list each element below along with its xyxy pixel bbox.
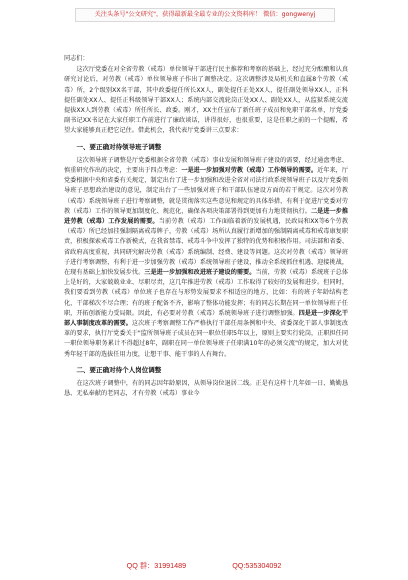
salutation: 同志们： — [64, 55, 89, 62]
body-emphasis: 一是进一步加强对劳教（戒毒）工作领导的需要。 — [181, 167, 318, 175]
section-heading-1: 一、要正确对待领导班子调整 — [76, 142, 162, 151]
body-emphasis: 四是进一步深化干部人事制度改革的需要。 — [64, 309, 348, 328]
section-2-paragraph: 在这次班子调整中，有的同志因年龄原因，从领导岗位退居二线。正是有这样十几年如一日、勤勤恳恳、无私奉献的老同志，才有劳教（戒毒）事业今 — [64, 380, 348, 398]
footer — [0, 561, 408, 571]
intro-text: 这次厅党委在对全省劳教（戒毒）单位领导干部进行民主推荐和考察的基础上，经过充分酝酿和认真研究讨论后，对劳教（戒毒）单位领导班子作出了调整决定。这次调整涉及局机关和直属8个劳教（戒毒）所，2个级别XX名干部，其中政委提任所长XX人，副处提任正处XX人，提任副处领导XX人，正科提任副处XX人、提任正科级领导干部XX人；系统内部交流轮岗正处XX人、副处XX人，从监狱系统交流提拔XX人到劳教（戒毒）所任所长、政委。刚才，XX主任宣布了新任班子成员和免职干部名单，厅党委副书记XX书记在大家任职工作前进行了廉政谈话，讲得很好，也很重要，这是任职之前的一个提醒，希望大家能够真正把它记住。借此机会，我代表厅党委讲三点要求： — [64, 66, 348, 135]
document-body — [64, 54, 348, 400]
top-banner: 关注头条号"公文研究"，获得最新最全最专业的公文资料库！ 微信：gongwenyj — [75, 8, 335, 22]
body-text: 这次班子考察调整工作严格执行干部任用条例和中央、省委深化干部人事制度改革的要求，执行厅党委关于"监所领导班子成员在同一职位任职5年以上，原则上要实行轮岗，正职担任同一职位领导职务累计不得超过8年，副职在同一单位领导班子任职满10年的必须交流"的规定，加大对优秀年轻干部的选拔任用力度，让想干事、能干事的人有舞台。 — [64, 320, 349, 358]
section-heading-2: 二、要正确对待个人岗位调整 — [76, 365, 162, 374]
intro-paragraph — [64, 65, 348, 136]
body-emphasis: 三是进一步加强和改进班子建设的需要。 — [144, 269, 256, 277]
body-text: 当前劳教（戒毒）工作面临着新的发展机遇，民政局和XX等6个劳教（戒毒）所已经加挂强制隔离戒毒牌子，劳教（戒毒）场所认真履行新增加的强制隔离戒毒和戒毒康复职责，积极探索戒毒工作新模式，在我省禁毒、戒毒斗争中发挥了独特的优势和积极作用。司法部和省委、省政府高度重视，共同研究解决劳教（戒毒）系统编制、经费、建设等问题。这次对劳教（戒毒）领导班子进行考察调整，有利于进一步加强劳教（戒毒）系统领导班子建设，推动全系统抓住机遇、迎接挑战，在现有基础上加快发展步伐。 — [64, 218, 348, 277]
footer-qq-number: QQ:535304092 — [232, 561, 282, 570]
footer-qq-group: QQ 群：31991489 — [126, 561, 187, 570]
body-emphasis: 二是进一步推进劳教（戒毒）工作发展的需要。 — [64, 207, 348, 226]
body-text: 当前，劳教（戒毒）系统班子总体上是好的，大家兢兢业业、尽职尽责，这几年推进劳教（戒毒）工作取得了较好的发展和进步。但同时，我们要看到劳教（戒毒）单位班子也存在与形势发展要求不相适应的地方，比如：有的班子年龄结构老化，干部梯次不尽合理；有的班子配备不齐，影响了整体功能发挥；有的同志长期在同一单位领导班子任职，开拓创新能力受局限。因此，有必要对劳教（戒毒）系统领导班子进行调整加强。 — [64, 269, 348, 317]
section-1-paragraph — [64, 156, 348, 360]
body-text: 这次领导班子调整是厅党委根据全省劳教（戒毒）事业发展和领导班子建设的需要，经过通盘考虑、慎重研究作出的决定，主要出于四点考虑： — [64, 156, 348, 175]
body-text: 近年来，厅党委根据中央和省委有关规定，制定出台了进一步加强和改进全省对司法行政系统领导班子以及厅党委领导班子思想政治建设的意见，制定出台了一些加强对班子和干部队伍建设方面的若干规定。这次对劳教（戒毒）系统领导班子进行考察调整，就是贯彻落实这些意见和规定的具体举措，有利于促进厅党委对劳教（戒毒）工作的领导更加制度化、规范化，确保各项决策部署得到更加有力地贯彻执行。 — [64, 167, 348, 215]
